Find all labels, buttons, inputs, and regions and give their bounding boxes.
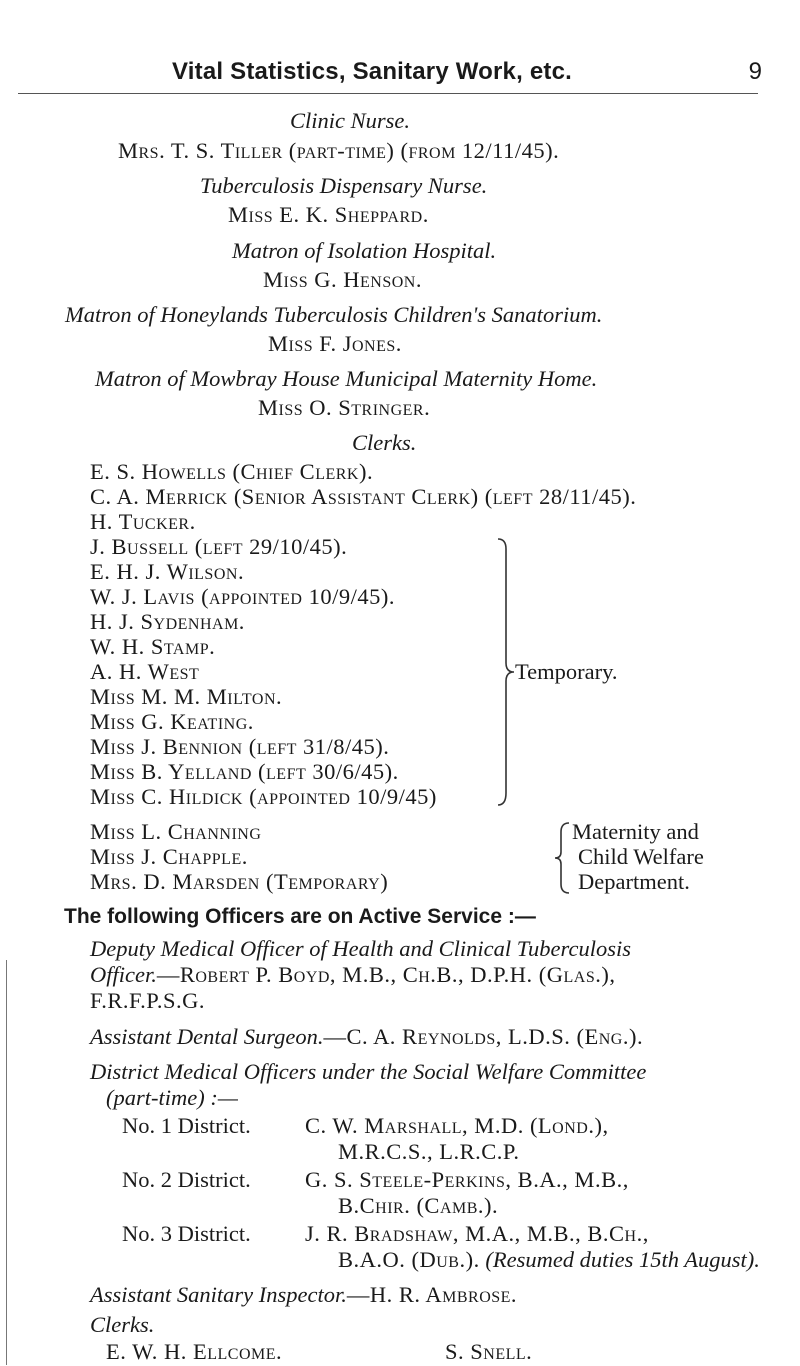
sanitary-name: —H. R. Ambrose. — [346, 1282, 518, 1307]
mowbray-matron-name: Miss O. Stringer. — [258, 395, 431, 420]
honeylands-matron-heading: Matron of Honeylands Tuberculosis Children's Sanatorium. — [65, 302, 603, 327]
tb-nurse-name: Miss E. K. Sheppard. — [228, 202, 429, 227]
district-3-note: (Resumed duties 15th August). — [485, 1247, 760, 1272]
district-1-label: No. 1 District. — [122, 1113, 251, 1138]
maternity-label-line: Child Welfare — [578, 844, 704, 869]
temporary-label: Temporary. — [515, 659, 618, 684]
temporary-clerk: E. H. J. Wilson. — [90, 559, 245, 584]
maternity-label-line: Department. — [578, 869, 690, 894]
mowbray-matron-heading: Matron of Mowbray House Municipal Maternity Home. — [95, 366, 598, 391]
district-2-officer: G. S. Steele-Perkins, B.A., M.B., — [305, 1167, 629, 1192]
district-1-officer: C. W. Marshall, M.D. (Lond.), — [305, 1113, 609, 1138]
deputy-name: —Robert P. Boyd, M.B., Ch.B., D.P.H. (Glas.), — [156, 962, 616, 987]
deputy-title: Deputy Medical Officer of Health and Clinical Tuberculosis — [90, 936, 631, 961]
temporary-clerk: W. H. Stamp. — [90, 634, 216, 659]
clerk-line: E. S. Howells (Chief Clerk). — [90, 459, 374, 484]
district-2-label: No. 2 District. — [122, 1167, 251, 1192]
district-2-quals: B.Chir. (Camb.). — [338, 1193, 499, 1218]
district-3-quals: B.A.O. (Dub.). — [338, 1247, 480, 1272]
clerk-line: C. A. Merrick (Senior Assistant Clerk) (left 28/11/45). — [90, 484, 637, 509]
tb-nurse-heading: Tuberculosis Dispensary Nurse. — [200, 173, 488, 198]
temporary-clerk: J. Bussell (left 29/10/45). — [90, 534, 348, 559]
district-3-officer: J. R. Bradshaw, M.A., M.B., B.Ch., — [305, 1221, 649, 1246]
page-number: 9 — [748, 58, 762, 85]
service-clerk: E. W. H. Ellcome. — [106, 1339, 283, 1364]
temporary-clerk: Miss C. Hildick (appointed 10/9/45) — [90, 784, 437, 809]
clerks-heading: Clerks. — [352, 430, 417, 455]
page-header — [62, 58, 762, 92]
sanitary-line — [90, 1281, 517, 1309]
active-service-heading: The following Officers are on Active Service :— — [64, 905, 536, 928]
district-3-line — [338, 1246, 760, 1274]
sanitary-title: Assistant Sanitary Inspector. — [90, 1282, 347, 1307]
clerk-line: H. Tucker. — [90, 509, 196, 534]
clinic-nurse-name: Mrs. T. S. Tiller (part-time) (from 12/11/45). — [118, 138, 560, 163]
maternity-clerk: Mrs. D. Marsden (Temporary) — [90, 869, 389, 894]
dental-title: Assistant Dental Surgeon. — [90, 1024, 324, 1049]
temporary-clerk: W. J. Lavis (appointed 10/9/45). — [90, 584, 395, 609]
temporary-clerk: Miss B. Yelland (left 30/6/45). — [90, 759, 399, 784]
temporary-clerk: H. J. Sydenham. — [90, 609, 245, 634]
temporary-clerk: Miss M. M. Milton. — [90, 684, 283, 709]
header-rule — [18, 93, 758, 94]
district-heading: District Medical Officers under the Social Welfare Committee — [90, 1059, 647, 1084]
dental-line — [90, 1023, 643, 1051]
temporary-clerk: Miss G. Keating. — [90, 709, 254, 734]
isolation-matron-heading: Matron of Isolation Hospital. — [232, 238, 497, 263]
temporary-clerk: A. H. West — [90, 659, 200, 684]
deputy-line — [90, 961, 616, 989]
district-1-quals: M.R.C.S., L.R.C.P. — [338, 1139, 520, 1164]
maternity-label-line: Maternity and — [572, 819, 699, 844]
service-clerks-heading: Clerks. — [90, 1312, 155, 1337]
binding-edge — [6, 960, 7, 1365]
dental-name: —C. A. Reynolds, L.D.S. (Eng.). — [323, 1024, 644, 1049]
clinic-nurse-heading: Clinic Nurse. — [290, 108, 411, 133]
district-heading-cont: (part-time) :— — [106, 1085, 238, 1110]
running-title: Vital Statistics, Sanitary Work, etc. — [172, 58, 573, 85]
honeylands-matron-name: Miss F. Jones. — [268, 331, 402, 356]
temporary-clerk: Miss J. Bennion (left 31/8/45). — [90, 734, 390, 759]
maternity-clerk: Miss L. Channing — [90, 819, 262, 844]
service-clerk: S. Snell. — [445, 1339, 533, 1364]
maternity-clerk: Miss J. Chapple. — [90, 844, 248, 869]
isolation-matron-name: Miss G. Henson. — [263, 267, 422, 292]
maternity-brace — [553, 820, 573, 896]
district-3-label: No. 3 District. — [122, 1221, 251, 1246]
deputy-title-end: Officer. — [90, 962, 157, 987]
deputy-qualification: F.R.F.P.S.G. — [90, 988, 205, 1013]
